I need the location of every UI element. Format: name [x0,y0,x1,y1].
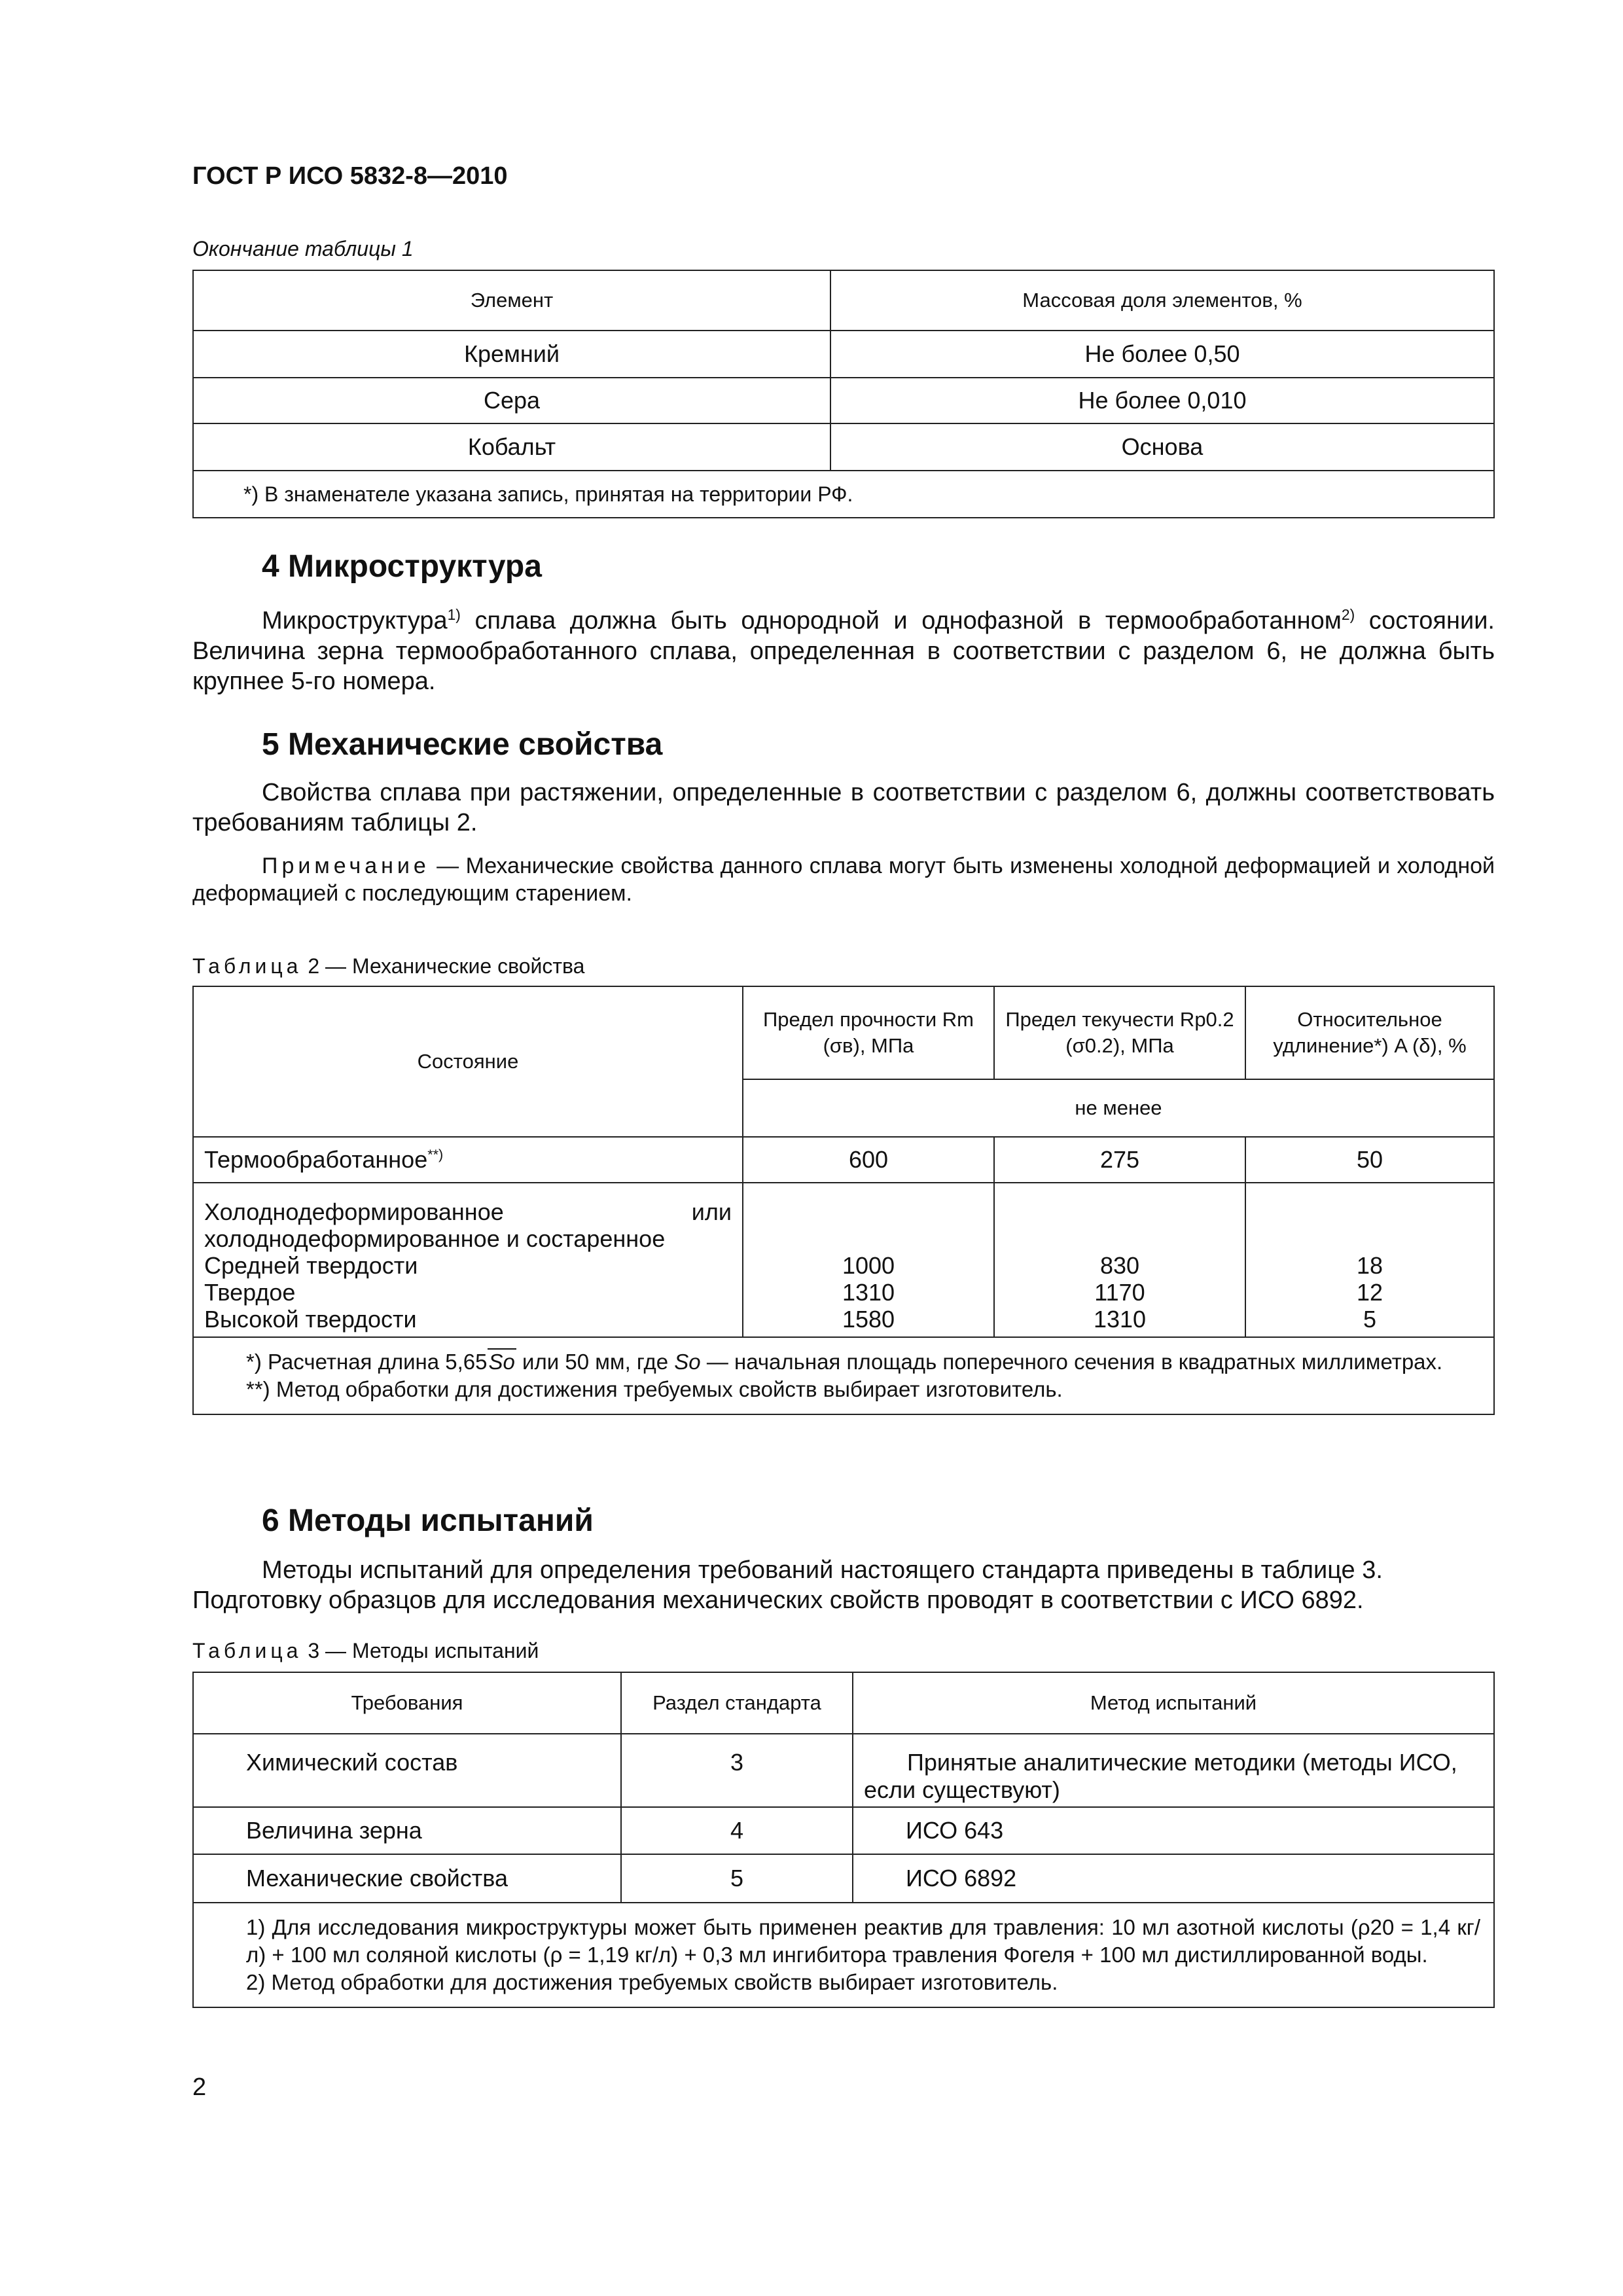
table2 [192,986,1495,1415]
table2-caption: Таблица 2 — Механические свойства [192,954,585,978]
table-row [193,423,1494,471]
table-cell: 5 [621,1854,853,1903]
table-cell: 18 12 5 [1245,1183,1494,1337]
table-cell: Величина зерна [193,1807,621,1854]
page-number: 2 [192,2073,207,2101]
section-5-note: Примечание — Механические свойства данного сплава могут быть изменены холодной деформацией и холодной деформацией с последующим старением. [192,853,1495,906]
table-cell: ИСО 643 [853,1807,1494,1854]
table-row [193,1137,1494,1183]
section-6-paragraph: Методы испытаний для определения требований настоящего стандарта приведены в таблице 3. Подготовку образцов для исследования механических свойств проводят в соответствии с ИСО 6892. [192,1556,1383,1614]
table-cell: Химический состав [193,1734,621,1807]
table1-footnote [193,471,1494,518]
table-row [193,378,1494,423]
table-row [193,331,1494,378]
table3-header-row [193,1672,1494,1734]
table-cell: Не более 0,50 [830,331,1494,378]
table-cell: 830 1170 1310 [994,1183,1245,1337]
table1-header-element: Элемент [193,270,830,331]
footnote-text: В знаменателе указана запись, принятая на территории РФ. [264,482,853,506]
table-cell: Кобальт [193,423,830,471]
table1-header-row [193,270,1494,331]
table-cell: Кремний [193,331,830,378]
table-cell: Сера [193,378,830,423]
document-code: ГОСТ Р ИСО 5832-8—2010 [192,162,508,190]
table-cell: Основа [830,423,1494,471]
table1 [192,270,1495,518]
table2-state-cold: Холоднодеформированное или холоднодеформированное и состаренное Средней твердости Твердое Высокой твердости [193,1183,743,1337]
table-row [193,1854,1494,1903]
table1-footnote-row [193,471,1494,518]
table-row [193,1807,1494,1854]
table2-header-strength: Предел прочности Rm (σв), МПа [743,986,994,1079]
table-cell: Не более 0,010 [830,378,1494,423]
footnote-ref: 1) [447,606,461,623]
section-5-paragraph: Свойства сплава при растяжении, определенные в соответствии с разделом 6, должны соответствовать требованиям таблицы 2. [192,779,1495,836]
table-cell: 50 [1245,1137,1494,1183]
table2-header-row [193,986,1494,1079]
table-cell: 275 [994,1137,1245,1183]
table2-footnotes [193,1337,1494,1414]
table3-header-method: Метод испытаний [853,1672,1494,1734]
table2-footnote-row [193,1337,1494,1414]
table2-state-heat-treated: Термообработанное**) [193,1137,743,1183]
table-cell: 1000 1310 1580 [743,1183,994,1337]
table-cell: 4 [621,1807,853,1854]
table-row [193,1183,1494,1337]
note-label: Примечание [262,853,430,878]
table-cell: ИСО 6892 [853,1854,1494,1903]
table-cell: 3 [621,1734,853,1807]
section-4-paragraph: Микроструктура$^{1)}$ сплава должна быть однородной и однофазной в термообработанном$^{2)}$ состоянии. Величина зерна термообработанного сплава, определенная в соответствии с разделом 6, не должна быть крупнее 5-го номера. [192,606,1495,695]
table1-caption: Окончание таблицы 1 [192,237,414,260]
table-cell: Механические свойства [193,1854,621,1903]
table-cell: Принятые аналитические методики (методы ИСО, если существуют) [853,1734,1494,1807]
table-row [193,1734,1494,1807]
section-4-title: 4 Микроструктура [262,549,542,584]
table2-header-yield: Предел текучести Rp0.2 (σ0.2), МПа [994,986,1245,1079]
table2-footnote-1: *) Расчетная длина 5,65So или 50 мм, где So — начальная площадь поперечного сечения в квадратных миллиметрах. [246,1350,1443,1374]
table2-min-label: не менее [743,1079,1494,1137]
sqrt-term: So [488,1350,515,1374]
table-cell: 600 [743,1137,994,1183]
table3-footnote-row [193,1903,1494,2007]
table3-footnotes [193,1903,1494,2007]
table2-header-state: Состояние [193,986,743,1137]
section-6-title: 6 Методы испытаний [262,1503,594,1538]
table3-header-requirements: Требования [193,1672,621,1734]
table3-footnote-1: 1) Для исследования микроструктуры может быть применен реактив для травления: 10 мл азотной кислоты (ρ20 = 1,4 кг/л) + 100 мл соляной кислоты (ρ = 1,19 кг/л) + 0,3 мл ингибитора травления Фогеля + 100 мл дистиллированной воды. [246,1915,1480,1967]
table3-caption: Таблица 3 — Методы испытаний [192,1639,539,1662]
table2-header-elongation: Относительное удлинение*) A (δ), % [1245,986,1494,1079]
table3 [192,1672,1495,2008]
table2-footnote-2: **) Метод обработки для достижения требуемых свойств выбирает изготовитель. [246,1377,1063,1401]
footnote-ref: 2) [1341,606,1355,623]
section-5-title: 5 Механические свойства [262,727,663,762]
table3-footnote-2: 2) Метод обработки для достижения требуемых свойств выбирает изготовитель. [246,1970,1058,1994]
footnote-mark: *) [243,482,259,506]
table1-header-mass: Массовая доля элементов, % [830,270,1494,331]
table3-header-section: Раздел стандарта [621,1672,853,1734]
